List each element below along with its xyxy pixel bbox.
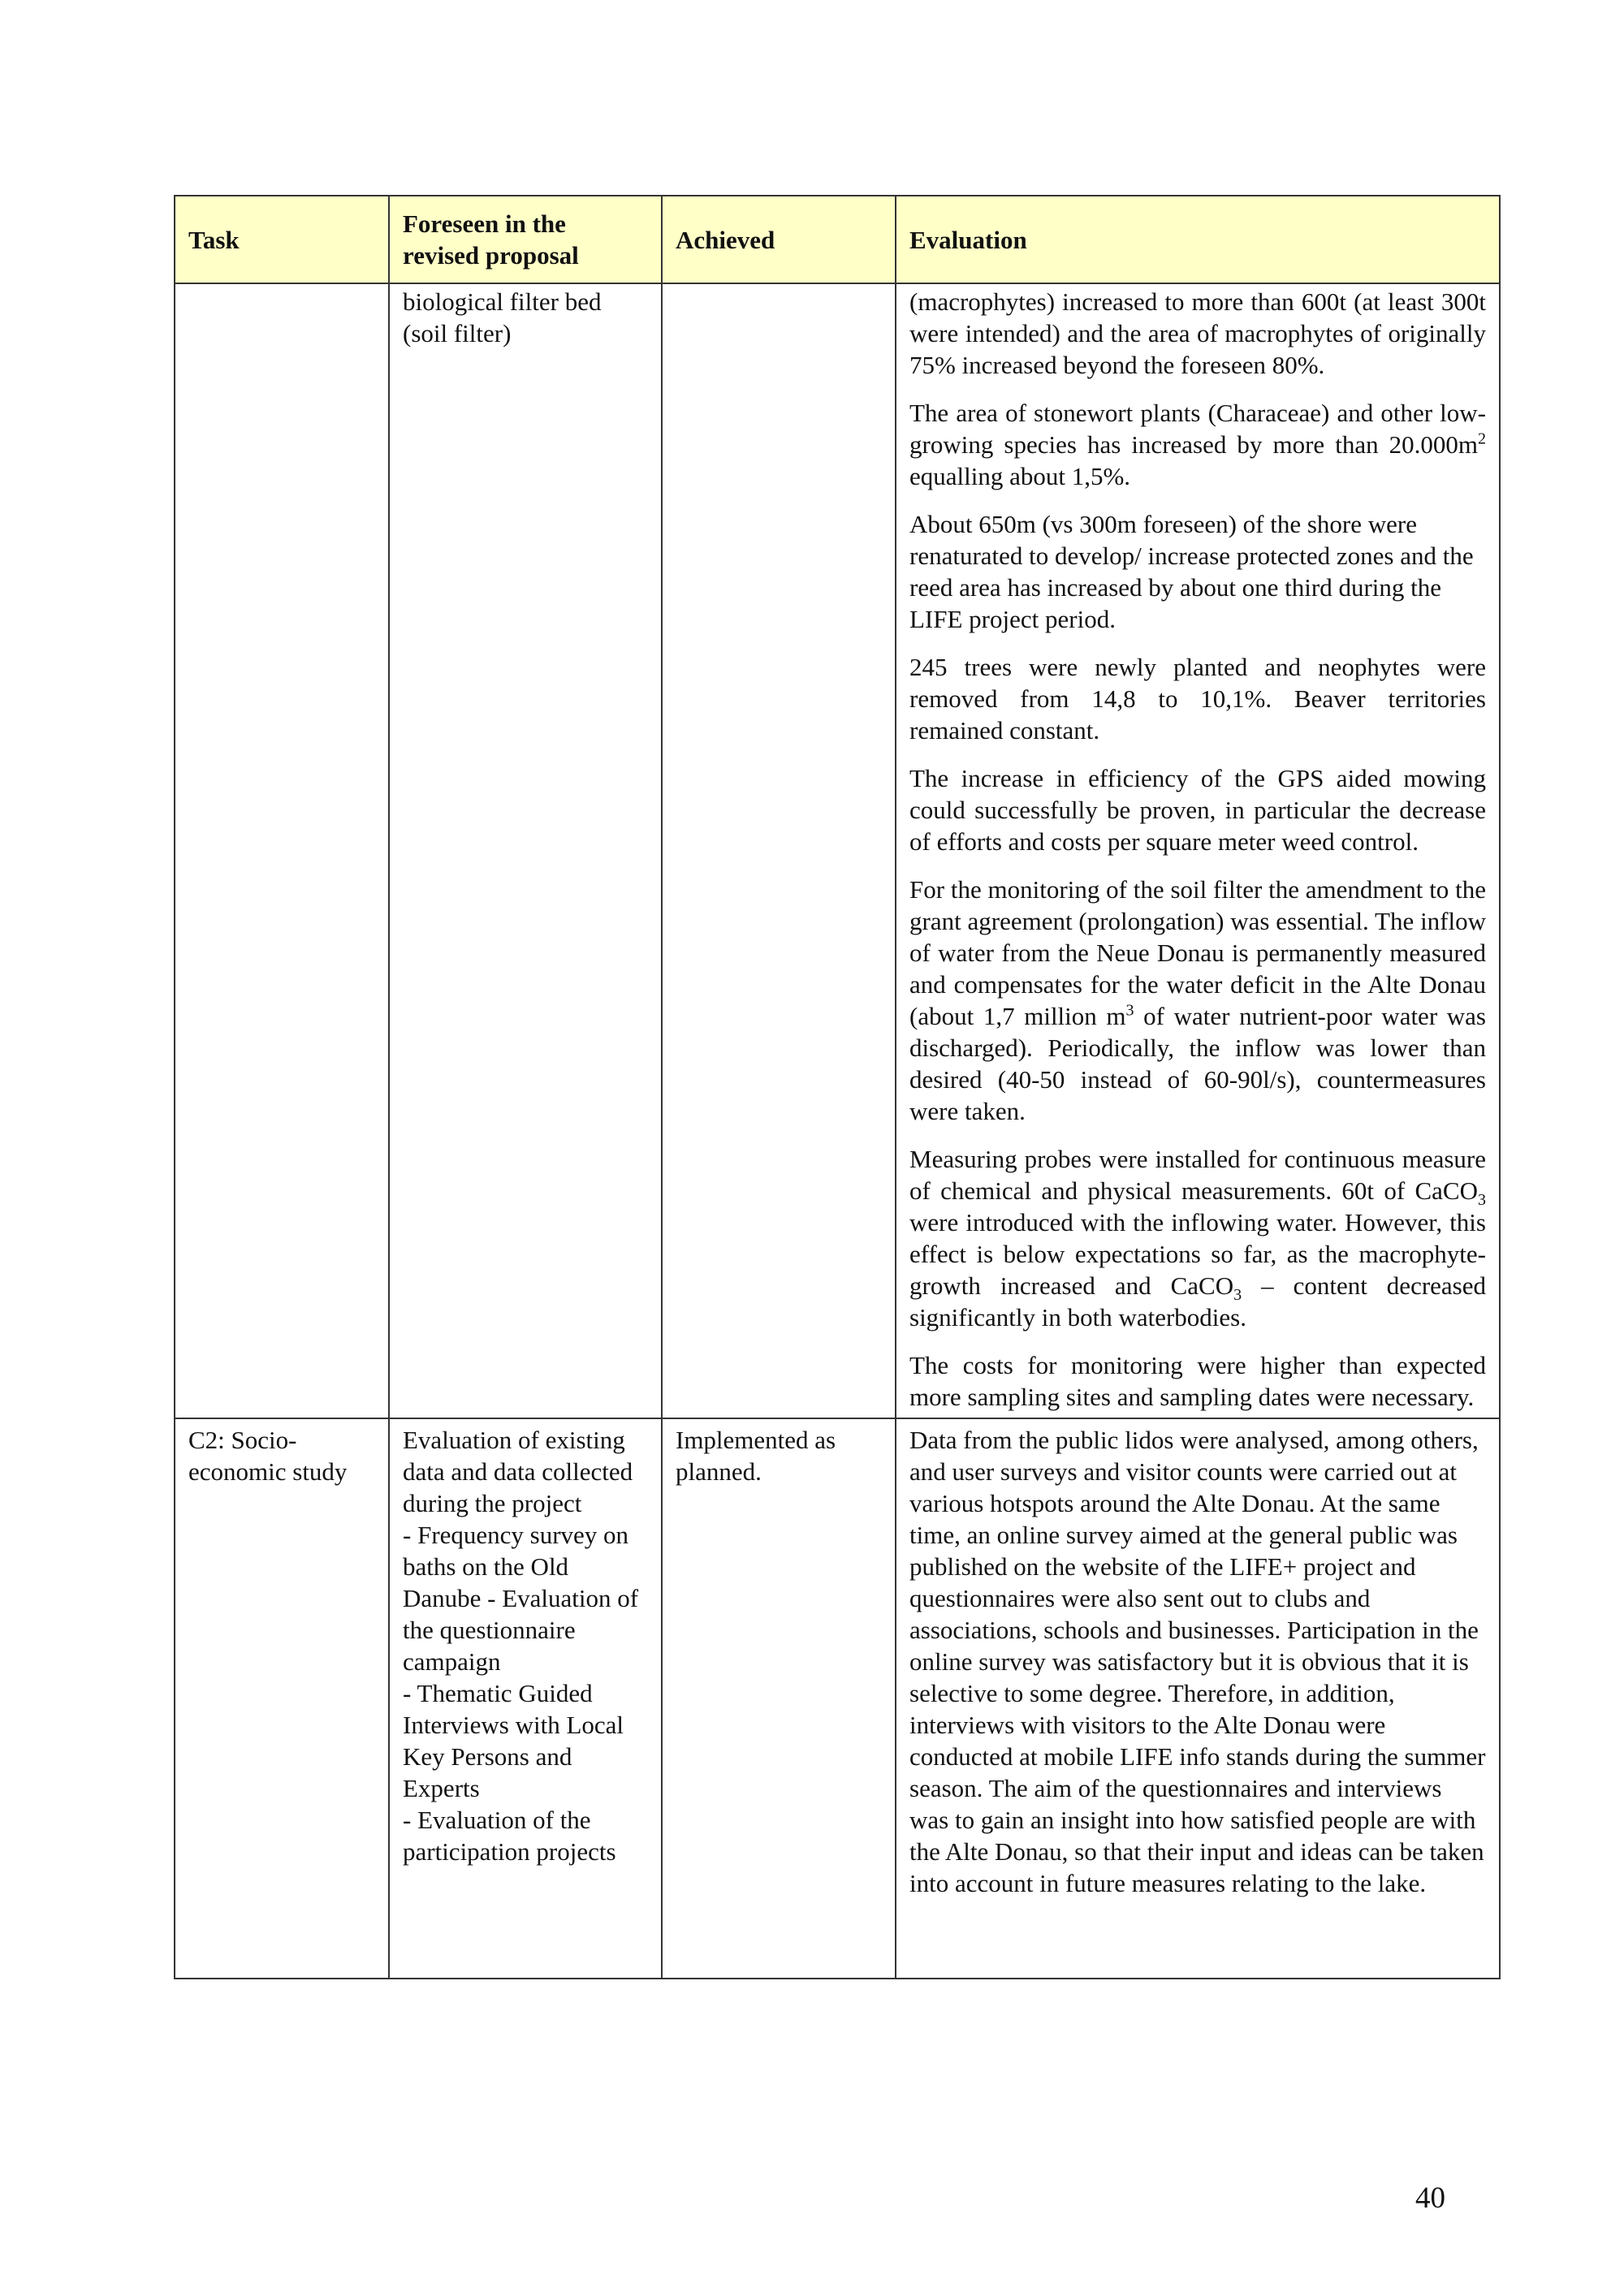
evaluation-paragraph: Measuring probes were installed for continuous measure of chemical and physical measurements. 60t of CaCO$_3$ were introduced with the inflowing water. However, this effect is below expectations so far, as the macrophyte-growth increased and CaCO$_3$ – content decreased significantly in both waterbodies. — [909, 1145, 1486, 1331]
evaluation-paragraph: The area of stonewort plants (Characeae) and other low-growing species has increased by more than $20.000m^2$ equalling about 1,5%. — [909, 399, 1486, 490]
foreseen-line: - Frequency survey on baths on the Old Danube - Evaluation of the questionnaire campaign — [403, 1521, 639, 1676]
header-foreseen: Foreseen in the revised proposal — [389, 196, 662, 283]
header-task: Task — [175, 196, 389, 283]
foreseen-cell: biological filter bed (soil filter) — [389, 283, 662, 1418]
foreseen-line: - Evaluation of the participation projects — [403, 1806, 616, 1866]
foreseen-cell — [389, 1418, 662, 1979]
evaluation-table — [174, 195, 1501, 1979]
evaluation-paragraph: For the monitoring of the soil filter the amendment to the grant agreement (prolongation) was essential. The inflow of water from the Neue Donau is permanently measured and compensates for the water deficit in the Alte Donau (about 1,7 million $m^3$ of water nutrient-poor water was discharged). Periodically, the inflow was lower than desired (40-50 instead of 60-90l/s), countermeasures were taken. — [909, 875, 1486, 1125]
evaluation-paragraph: 245 trees were newly planted and neophytes were removed from 14,8 to 10,1%. Beaver territories remained constant. — [909, 653, 1486, 744]
achieved-cell: Implemented as planned. — [662, 1418, 896, 1979]
evaluation-paragraph: (macrophytes) increased to more than 600t (at least 300t were intended) and the area of macrophytes of originally 75% increased beyond the foreseen 80%. — [909, 287, 1486, 379]
foreseen-line: Evaluation of existing data and data collected during the project — [403, 1426, 633, 1517]
header-evaluation: Evaluation — [896, 196, 1500, 283]
task-cell: C2: Socio-economic study — [175, 1418, 389, 1979]
evaluation-paragraph: The increase in efficiency of the GPS aided mowing could successfully be proven, in particular the decrease of efforts and costs per square meter weed control. — [909, 764, 1486, 856]
table-row — [175, 1418, 1500, 1979]
page-number: 40 — [1415, 2182, 1445, 2215]
evaluation-paragraph: About 650m (vs 300m foreseen) of the shore were renaturated to develop/ increase protected zones and the reed area has increased by about one third during the LIFE project period. — [909, 510, 1474, 633]
evaluation-cell: Data from the public lidos were analysed, among others, and user surveys and visitor counts were carried out at various hotspots around the Alte Donau. At the same time, an online survey aimed at the general public was published on the website of the LIFE+ project and questionnaires were also sent out to clubs and associations, schools and businesses. Participation in the online survey was satisfactory but it is obvious that it is selective to some degree. Therefore, in addition, interviews with visitors to the Alte Donau were conducted at mobile LIFE info stands during the summer season. The aim of the questionnaires and interviews was to gain an insight into how satisfied people are with the Alte Donau, so that their input and ideas can be taken into account in future measures relating to the lake. — [896, 1418, 1500, 1979]
task-cell — [175, 283, 389, 1418]
foreseen-line: - Thematic Guided Interviews with Local Key Persons and Experts — [403, 1679, 624, 1802]
evaluation-paragraph: The costs for monitoring were higher than expected more sampling sites and sampling dates were necessary. — [909, 1351, 1486, 1411]
header-achieved: Achieved — [662, 196, 896, 283]
achieved-cell — [662, 283, 896, 1418]
table-row — [175, 283, 1500, 1418]
evaluation-cell — [896, 283, 1500, 1418]
table-header-row — [175, 196, 1500, 283]
